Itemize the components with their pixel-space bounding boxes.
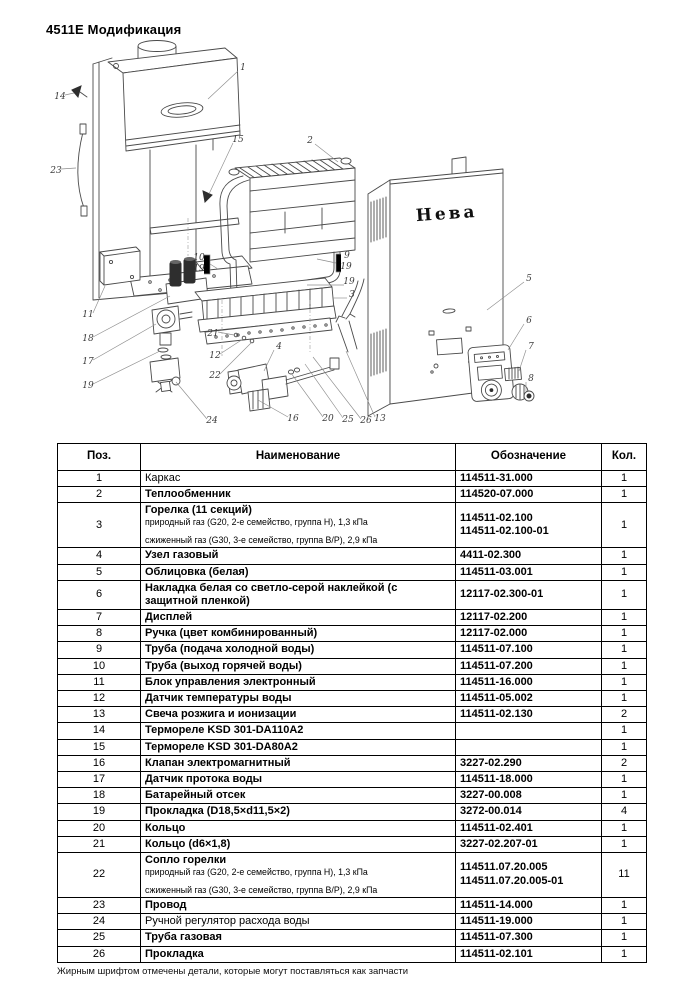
- pos-cell: 24: [58, 914, 141, 930]
- code-cell: 114511-18.000: [456, 771, 602, 787]
- table-row: [58, 642, 647, 658]
- table-row: [58, 564, 647, 580]
- code-cell: 12117-02.000: [456, 626, 602, 642]
- table-row: [58, 503, 647, 548]
- callout-number: 9: [344, 251, 350, 261]
- pos-cell: 21: [58, 836, 141, 852]
- qty-cell: 1: [602, 691, 647, 707]
- callout-number: 12: [209, 351, 221, 361]
- name-cell: [141, 486, 456, 502]
- table-row: [58, 610, 647, 626]
- name-cell: [141, 503, 456, 548]
- qty-cell: 1: [602, 898, 647, 914]
- part-name: Блок управления электронный: [145, 675, 316, 688]
- qty-cell: 1: [602, 788, 647, 804]
- name-cell: [141, 755, 456, 771]
- callout-number: 7: [528, 342, 534, 352]
- callout-number: 24: [206, 416, 218, 426]
- qty-cell: 1: [602, 564, 647, 580]
- qty-cell: 1: [602, 503, 647, 548]
- table-row: [58, 836, 647, 852]
- name-cell: [141, 771, 456, 787]
- code-cell: 114511-02.401: [456, 820, 602, 836]
- table-row: [58, 707, 647, 723]
- part-name: Теплообменник: [145, 487, 231, 500]
- part-name-detail: сжиженный газ (G30, 3-е семейство, группа В/Р), 2,9 кПа: [145, 535, 378, 546]
- name-cell: [141, 691, 456, 707]
- code-cell: 114511-07.300: [456, 930, 602, 946]
- qty-cell: 2: [602, 755, 647, 771]
- callout-number: 17: [82, 357, 94, 367]
- column-header: Поз.: [58, 444, 141, 471]
- qty-cell: 1: [602, 470, 647, 486]
- callout-number: 19: [340, 262, 352, 272]
- code-cell: 3227-02.290: [456, 755, 602, 771]
- parts-table: [57, 443, 647, 963]
- qty-cell: 1: [602, 771, 647, 787]
- callout-leader: [93, 351, 160, 384]
- name-cell: [141, 820, 456, 836]
- pos-cell: 5: [58, 564, 141, 580]
- callout-number: 10: [193, 253, 205, 263]
- page-title: 4511E Модификация: [46, 22, 182, 37]
- pos-cell: 14: [58, 723, 141, 739]
- part-code: 114511-02.100: [460, 511, 533, 524]
- name-cell: [141, 470, 456, 486]
- table-row: [58, 946, 647, 962]
- part-name: Труба (выход горячей воды): [145, 659, 302, 672]
- table-row: [58, 820, 647, 836]
- pos-cell: 4: [58, 548, 141, 564]
- name-cell: [141, 788, 456, 804]
- table-row: [58, 691, 647, 707]
- table-row: [58, 486, 647, 502]
- callout-leader: [61, 168, 76, 169]
- name-cell: [141, 674, 456, 690]
- exploded-view-diagram: [40, 38, 560, 438]
- code-cell: 114511-19.000: [456, 914, 602, 930]
- qty-cell: 1: [602, 914, 647, 930]
- part-name: Облицовка (белая): [145, 565, 249, 578]
- code-cell: 114511-02.101: [456, 946, 602, 962]
- code-cell: 4411-02.300: [456, 548, 602, 564]
- combustion-hood: [108, 41, 240, 152]
- name-cell: [141, 852, 456, 897]
- pos-cell: 19: [58, 804, 141, 820]
- code-cell: [456, 852, 602, 897]
- callout-number: 16: [287, 414, 299, 424]
- code-cell: 114511-14.000: [456, 898, 602, 914]
- part-name: Клапан электромагнитный: [145, 756, 291, 769]
- table-row: [58, 739, 647, 755]
- pos-cell: 22: [58, 852, 141, 897]
- part-name: Датчик температуры воды: [145, 692, 292, 705]
- qty-cell: 1: [602, 626, 647, 642]
- callout-leader: [519, 350, 526, 371]
- callout-number: 19: [193, 264, 205, 274]
- qty-cell: 1: [602, 674, 647, 690]
- column-header: Кол.: [602, 444, 647, 471]
- pos-cell: 8: [58, 626, 141, 642]
- table-header-row: [58, 444, 647, 471]
- code-cell: 3227-00.008: [456, 788, 602, 804]
- parts-table-section: [57, 443, 646, 977]
- pos-cell: 18: [58, 788, 141, 804]
- callout-number: 25: [342, 415, 354, 425]
- qty-cell: 1: [602, 723, 647, 739]
- gasket-parts: [158, 348, 171, 359]
- name-cell: [141, 804, 456, 820]
- name-cell: [141, 610, 456, 626]
- part-name-detail: сжиженный газ (G30, 3-е семейство, группа В/Р), 2,9 кПа: [145, 885, 378, 896]
- name-cell: [141, 707, 456, 723]
- callout-leader: [93, 324, 156, 360]
- qty-cell: 1: [602, 836, 647, 852]
- qty-cell: 2: [602, 707, 647, 723]
- callout-leader: [508, 324, 524, 350]
- pos-cell: 25: [58, 930, 141, 946]
- pos-cell: 10: [58, 658, 141, 674]
- part-name: Свеча розжига и ионизации: [145, 708, 297, 721]
- part-name: Термореле KSD 301-DA110A2: [145, 724, 304, 737]
- callout-number: 13: [374, 414, 386, 424]
- part-name: Узел газовый: [145, 549, 219, 562]
- pos-cell: 15: [58, 739, 141, 755]
- pos-cell: 23: [58, 898, 141, 914]
- pos-cell: 2: [58, 486, 141, 502]
- pos-cell: 9: [58, 642, 141, 658]
- part-name: Горелка (11 секций): [145, 504, 252, 517]
- pos-cell: 3: [58, 503, 141, 548]
- table-row: [58, 548, 647, 564]
- name-cell: [141, 642, 456, 658]
- footnote: Жирным шрифтом отмечены детали, которые могут поставляться как запчасти: [57, 965, 409, 977]
- part-name: Батарейный отсек: [145, 789, 246, 802]
- pos-cell: 17: [58, 771, 141, 787]
- callout-number: 8: [528, 374, 534, 384]
- water-regulator-part: [150, 358, 180, 392]
- callout-number: 22: [209, 371, 221, 381]
- qty-cell: 1: [602, 658, 647, 674]
- qty-cell: 1: [602, 946, 647, 962]
- callout-number: 21: [207, 329, 219, 339]
- qty-cell: 1: [602, 930, 647, 946]
- table-row: [58, 674, 647, 690]
- control-unit-part: [100, 247, 140, 285]
- part-name: Ручка (цвет комбинированный): [145, 627, 318, 640]
- part-name: Термореле KSD 301-DA80A2: [145, 740, 298, 753]
- code-cell: 114511-16.000: [456, 674, 602, 690]
- part-code: 114511.07.20.005-01: [460, 874, 564, 887]
- table-row: [58, 898, 647, 914]
- name-cell: [141, 564, 456, 580]
- callout-number: 4: [276, 342, 282, 352]
- callout-leader: [291, 373, 323, 417]
- part-name: Датчик протока воды: [145, 772, 263, 785]
- part-name: Прокладка: [145, 947, 204, 960]
- callout-number: 6: [526, 316, 532, 326]
- table-row: [58, 626, 647, 642]
- part-name-detail: природный газ (G20, 2-е семейство, группа Н), 1,3 кПа: [145, 517, 368, 528]
- code-cell: 12117-02.300-01: [456, 580, 602, 609]
- callout-leader: [209, 143, 233, 194]
- pos-cell: 11: [58, 674, 141, 690]
- code-cell: 114511-03.001: [456, 564, 602, 580]
- table-row: [58, 930, 647, 946]
- table-row: [58, 723, 647, 739]
- callout-number: 19: [82, 381, 94, 391]
- name-cell: [141, 626, 456, 642]
- table-row: [58, 658, 647, 674]
- callout-leader: [176, 382, 207, 419]
- callout-number: 5: [526, 274, 532, 284]
- part-name: Кольцо (d6×1,8): [145, 837, 231, 850]
- part-code: 114511-02.100-01: [460, 525, 549, 538]
- callout-leader: [65, 93, 74, 95]
- name-cell: [141, 580, 456, 609]
- code-cell: 114511-31.000: [456, 470, 602, 486]
- part-name: Труба (подача холодной воды): [145, 643, 315, 656]
- part-name: Ручной регулятор расхода воды: [145, 915, 310, 928]
- name-cell: [141, 930, 456, 946]
- callout-number: 3: [349, 290, 355, 300]
- callout-number: 15: [232, 135, 244, 145]
- code-cell: [456, 739, 602, 755]
- code-cell: 114511-07.100: [456, 642, 602, 658]
- table-row: [58, 804, 647, 820]
- pos-cell: 13: [58, 707, 141, 723]
- part-name: Кольцо: [145, 821, 186, 834]
- table-row: [58, 470, 647, 486]
- brand-logo-text: Нева: [415, 201, 479, 227]
- code-cell: 114511-05.002: [456, 691, 602, 707]
- code-cell: [456, 503, 602, 548]
- table-row: [58, 755, 647, 771]
- name-cell: [141, 658, 456, 674]
- part-name: Прокладка (D18,5×d11,5×2): [145, 805, 290, 818]
- qty-cell: 1: [602, 739, 647, 755]
- callout-leader: [305, 364, 343, 418]
- table-row: [58, 914, 647, 930]
- callout-number: 23: [50, 166, 62, 176]
- qty-cell: 1: [602, 486, 647, 502]
- callout-number: 11: [82, 310, 94, 320]
- callout-leader: [264, 350, 274, 371]
- qty-cell: 1: [602, 580, 647, 609]
- code-cell: 114520-07.000: [456, 486, 602, 502]
- pos-cell: 6: [58, 580, 141, 609]
- name-cell: [141, 548, 456, 564]
- callout-number: 20: [322, 414, 334, 424]
- qty-cell: 11: [602, 852, 647, 897]
- pos-cell: 16: [58, 755, 141, 771]
- code-cell: 3227-02.207-01: [456, 836, 602, 852]
- qty-cell: 1: [602, 610, 647, 626]
- gas-unit-part: [227, 358, 339, 411]
- table-row: [58, 771, 647, 787]
- part-name: Провод: [145, 899, 187, 912]
- code-cell: 114511-07.200: [456, 658, 602, 674]
- pos-cell: 7: [58, 610, 141, 626]
- table-row: [58, 788, 647, 804]
- table-row: [58, 852, 647, 897]
- part-name: Труба газовая: [145, 931, 222, 944]
- diagram-svg: [40, 38, 560, 438]
- flow-sensor-part: [152, 306, 192, 345]
- name-cell: [141, 914, 456, 930]
- part-name: Сопло горелки: [145, 853, 227, 866]
- column-header: Наименование: [141, 444, 456, 471]
- part-name: Дисплей: [145, 611, 193, 624]
- callout-number: 1: [240, 63, 246, 73]
- code-cell: 12117-02.200: [456, 610, 602, 626]
- pos-cell: 1: [58, 470, 141, 486]
- qty-cell: 1: [602, 642, 647, 658]
- code-cell: 114511-02.130: [456, 707, 602, 723]
- code-cell: 3272-00.014: [456, 804, 602, 820]
- table-row: [58, 580, 647, 609]
- part-name: Накладка белая со светло-серой наклейкой (с защитной пленкой): [145, 581, 398, 607]
- qty-cell: 4: [602, 804, 647, 820]
- callout-number: 18: [82, 334, 94, 344]
- qty-cell: 1: [602, 820, 647, 836]
- name-cell: [141, 723, 456, 739]
- pos-cell: 26: [58, 946, 141, 962]
- pos-cell: 20: [58, 820, 141, 836]
- code-cell: [456, 723, 602, 739]
- part-code: 114511.07.20.005: [460, 861, 548, 874]
- qty-cell: 1: [602, 548, 647, 564]
- name-cell: [141, 739, 456, 755]
- part-name-detail: природный газ (G20, 2-е семейство, группа Н), 1,3 кПа: [145, 867, 368, 878]
- name-cell: [141, 898, 456, 914]
- column-header: Обозначение: [456, 444, 602, 471]
- pos-cell: 12: [58, 691, 141, 707]
- name-cell: [141, 946, 456, 962]
- name-cell: [141, 836, 456, 852]
- callout-number: 19: [343, 277, 355, 287]
- callout-number: 2: [307, 136, 313, 146]
- part-name: Каркас: [145, 471, 181, 484]
- callout-number: 26: [360, 416, 372, 426]
- callout-number: 14: [54, 92, 66, 102]
